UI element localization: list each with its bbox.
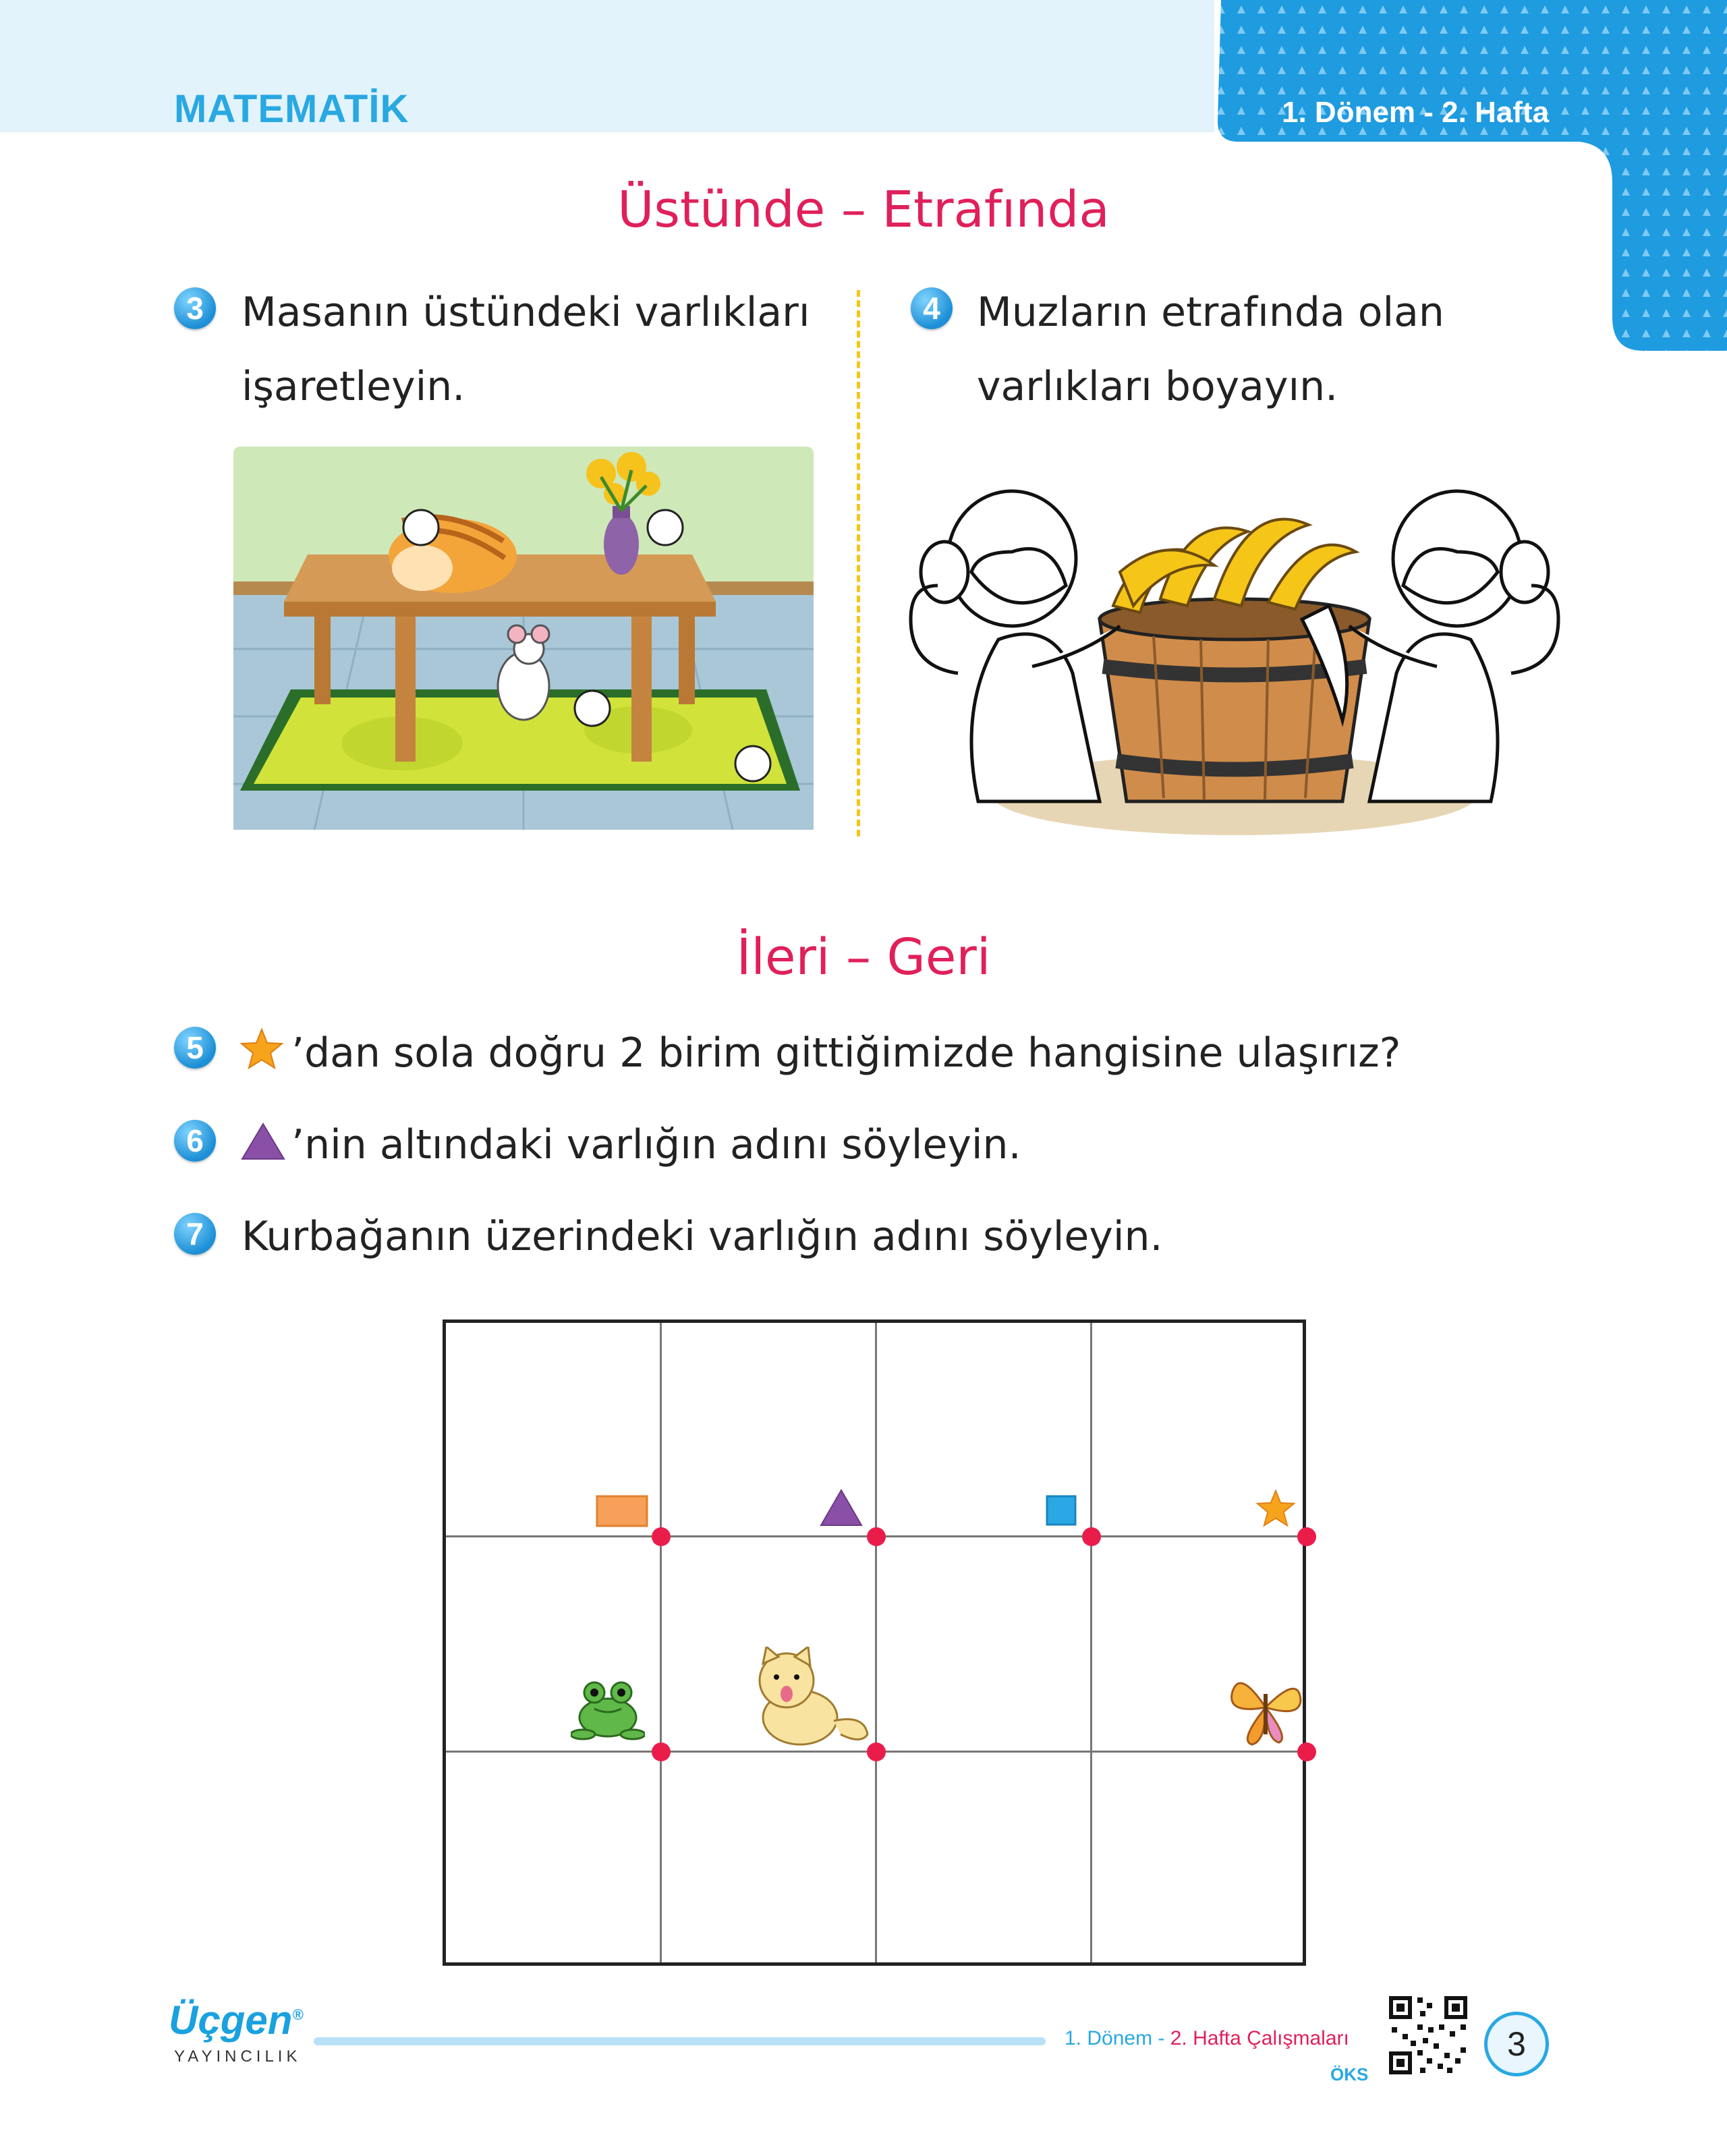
grid-point (1082, 1527, 1101, 1546)
question-3-line1: Masanın üstündeki varlıkları (242, 289, 810, 336)
publisher-subtitle: YAYINCILIK (174, 2047, 302, 2066)
oks-label: ÖKS (1330, 2064, 1369, 2084)
star-icon (239, 1027, 284, 1071)
publisher-logo: Üçgen® (169, 1997, 304, 2043)
subject-label: MATEMATİK (174, 87, 409, 131)
grid-point (652, 1527, 671, 1546)
grid-line (1090, 1323, 1092, 1962)
question-4-line1: Muzların etrafında olan (977, 289, 1444, 336)
question-6-text: ’nin altındaki varlığın adını söyleyin. (291, 1121, 1021, 1168)
section-title-forward-back: İleri – Geri (736, 928, 991, 986)
triangle-icon (239, 1121, 287, 1162)
footer-week-label: 1. Dönem - 2. Hafta Çalışmaları (1065, 2027, 1349, 2049)
dashed-divider (857, 290, 860, 836)
butterfly-icon (1225, 1667, 1306, 1748)
question-7-text: Kurbağanın üzerindeki varlığın adını söyleyin. (242, 1213, 1163, 1260)
orange-rectangle-icon (596, 1495, 648, 1527)
question-5-text: ’dan sola doğru 2 birim gittiğimizde hangisine ulaşırız? (291, 1029, 1401, 1077)
cat-icon (746, 1647, 874, 1748)
question-7-badge: 7 (174, 1213, 216, 1255)
question-6-badge: 6 (174, 1120, 216, 1162)
question-4-line2: varlıkları boyayın. (977, 363, 1338, 410)
table-scene-illustration (233, 447, 814, 830)
grid-line (660, 1323, 662, 1962)
orange-star-icon (1255, 1488, 1297, 1529)
grid-point (1297, 1527, 1316, 1546)
monkeys-bananas-illustration (897, 451, 1572, 842)
question-3-line2: işaretleyin. (242, 363, 465, 410)
blue-square-icon (1046, 1495, 1077, 1526)
frog-icon (571, 1674, 645, 1741)
question-3-badge: 3 (174, 287, 216, 329)
page-number: 3 (1484, 2012, 1549, 2076)
question-4-badge: 4 (911, 287, 953, 329)
section-title-on-around: Üstünde – Etrafında (617, 181, 1110, 239)
qr-code-icon[interactable] (1386, 1993, 1470, 2077)
question-5-badge: 5 (174, 1027, 216, 1069)
grid-point (867, 1527, 886, 1546)
grid-line (875, 1323, 877, 1962)
purple-triangle-icon (819, 1488, 864, 1527)
position-grid (443, 1320, 1306, 1966)
footer-line (314, 2037, 1046, 2045)
grid-point (652, 1742, 671, 1761)
week-label: 1. Dönem - 2. Hafta (1282, 96, 1550, 129)
